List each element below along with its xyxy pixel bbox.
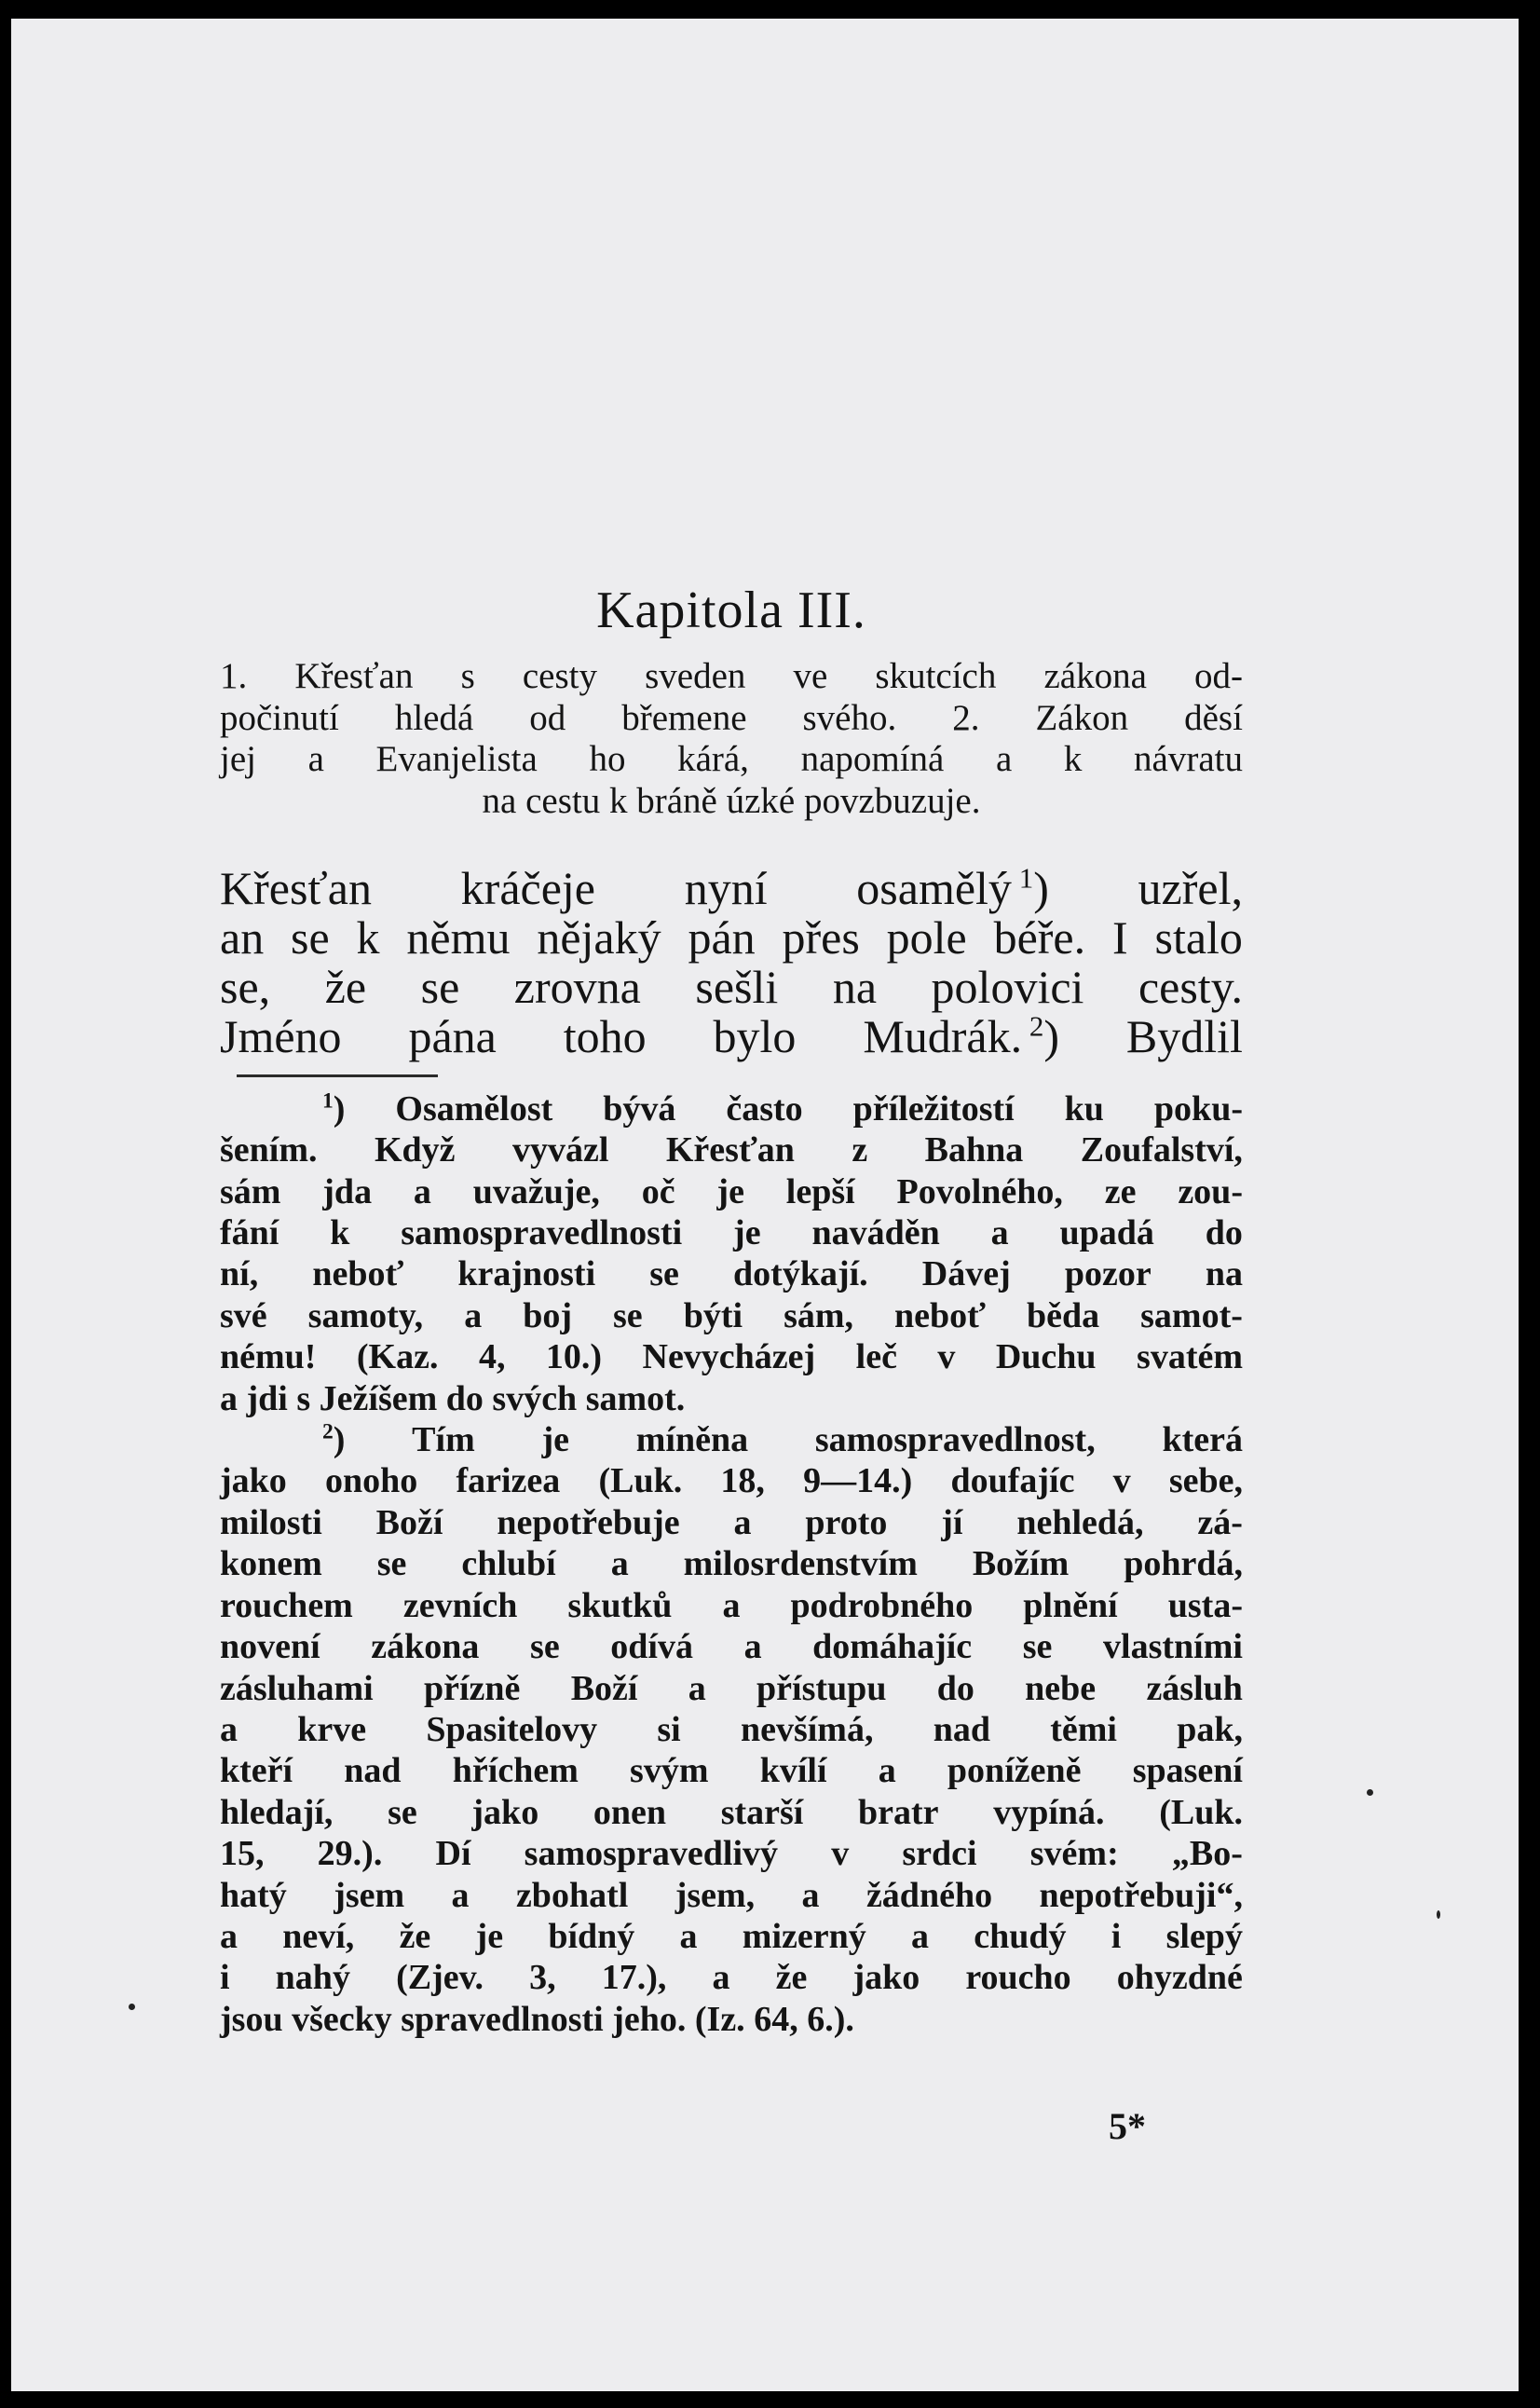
footnote-word: Bahna <box>924 1130 1024 1170</box>
footnote-word: Nevycházej <box>642 1337 816 1377</box>
footnote-word: starší <box>720 1792 804 1832</box>
summary-word: svého. <box>802 697 897 738</box>
footnote-line <box>220 1088 1243 1129</box>
footnote-word: zásluhami <box>220 1668 374 1708</box>
footnote-word: poku- <box>1153 1088 1243 1129</box>
footnote-word: 15, <box>220 1834 265 1874</box>
footnote-word: jí <box>941 1502 963 1542</box>
footnote-word: Spasitelovy <box>426 1709 598 1749</box>
footnote-word: s <box>296 1378 311 1418</box>
footnote-word: (Iz. <box>694 1999 745 2039</box>
footnote-word: 10.) <box>545 1337 603 1377</box>
footnote-word: svým <box>630 1751 709 1791</box>
footnote-word: Křesťan <box>665 1130 795 1170</box>
footnote-line <box>220 1253 1243 1294</box>
footnote-word: leč <box>855 1337 897 1377</box>
footnote-word: konem <box>220 1544 322 1584</box>
summary-word: 1. <box>220 656 248 696</box>
footnote-word: na <box>1205 1254 1243 1294</box>
summary-word: Zákon <box>1035 697 1129 738</box>
book-page <box>11 19 1519 2391</box>
footnote-word: jsem, <box>675 1875 756 1915</box>
footnote-word: a <box>220 1916 238 1956</box>
footnote-word: 6.). <box>807 1999 854 2039</box>
footnote-word: proto <box>805 1502 888 1542</box>
footnote-word: dotýkají. <box>733 1254 868 1294</box>
summary-word: s <box>460 656 475 696</box>
footnote-word: že <box>399 1916 431 1956</box>
body-word: k <box>356 910 380 964</box>
body-word: stalo <box>1154 910 1243 964</box>
footnote-word: bratr <box>858 1792 939 1832</box>
footnote-marker: 2 <box>1022 1009 1044 1043</box>
footnote-word: milosrdenstvím <box>683 1544 918 1584</box>
footnote-word: je <box>541 1420 569 1460</box>
footnote-line <box>220 1419 1243 1460</box>
footnote-word: sám <box>220 1171 281 1211</box>
footnote-word: své <box>220 1295 267 1335</box>
footnote-word: v <box>831 1834 850 1874</box>
summary-word: napomíná <box>800 739 945 780</box>
footnote-word: sebe, <box>1168 1461 1243 1501</box>
body-word: pole <box>886 910 967 964</box>
footnote-word: a <box>220 1709 238 1749</box>
body-word: pána <box>408 1009 497 1062</box>
footnote-word: i <box>220 1958 230 1998</box>
body-word: nějaký <box>537 910 661 964</box>
paper-speck <box>1437 1910 1440 1919</box>
footnote-word: odívá <box>610 1627 693 1667</box>
footnote-word: Osamělost <box>395 1088 553 1129</box>
footnote-word: a <box>220 1378 238 1418</box>
body-word: osamělý $^1$) <box>856 861 1049 914</box>
footnote-word: samospravedlnosti <box>401 1213 683 1253</box>
footnote-word: Duchu <box>995 1337 1097 1377</box>
footnote-word: novení <box>220 1627 320 1667</box>
footnote-word: onoho <box>324 1461 418 1501</box>
footnote-word: žádného <box>865 1875 993 1915</box>
footnote-word: se <box>649 1254 679 1294</box>
footnote-word: a <box>743 1627 762 1667</box>
body-word: němu <box>406 910 511 964</box>
footnote-word: nepotřebuje <box>497 1502 680 1542</box>
footnote-line <box>220 1875 1243 1916</box>
body-word: an <box>220 910 265 964</box>
footnote-word: nevšímá, <box>740 1709 874 1749</box>
body-word: Jméno <box>220 1009 342 1062</box>
footnote-line <box>220 1212 1243 1253</box>
summary-word: jej <box>220 739 256 780</box>
footnote-word: chudý <box>974 1916 1067 1956</box>
footnote-line <box>220 1585 1243 1626</box>
footnote-word: jako <box>852 1958 920 1998</box>
body-word: sešli <box>695 960 779 1013</box>
footnote-word: zá- <box>1197 1502 1243 1542</box>
footnote-word: příležitostí <box>852 1088 1015 1129</box>
body-word: se <box>291 910 330 964</box>
footnote-word: hledají, <box>220 1792 334 1832</box>
summary-line <box>220 656 1243 698</box>
footnote-word: Dávej <box>921 1254 1011 1294</box>
footnote-word: nému! <box>220 1337 317 1377</box>
footnote-line <box>220 1171 1243 1212</box>
summary-word: od <box>529 697 566 738</box>
footnote-line <box>220 1502 1243 1543</box>
body-word: se <box>420 960 460 1013</box>
footnote-word: fání <box>220 1213 279 1253</box>
footnote-word: ní, <box>220 1254 259 1294</box>
body-line <box>220 1009 1243 1062</box>
footnote-word: krajnosti <box>457 1254 596 1294</box>
footnote-word: uvažuje, <box>472 1171 600 1211</box>
body-word: cesty. <box>1138 960 1243 1013</box>
footnote-word: Tím <box>412 1420 475 1460</box>
footnote-word: roucho <box>965 1958 1071 1998</box>
summary-word: ve <box>793 656 828 696</box>
footnote-word: zásluh <box>1146 1668 1243 1708</box>
footnote-word: hříchem <box>452 1751 579 1791</box>
footnote-word: se <box>613 1295 643 1335</box>
summary-word: 2. <box>952 697 980 738</box>
footnote-number: 2 <box>322 1419 334 1444</box>
footnote-word: oč <box>641 1171 675 1211</box>
footnote-line <box>220 1792 1243 1833</box>
footnote-word: Povolného, <box>896 1171 1063 1211</box>
summary-line <box>220 739 1243 781</box>
body-word: béře. <box>993 910 1086 964</box>
footnote-word: a <box>712 1958 730 1998</box>
footnote-word: šením. <box>220 1130 318 1170</box>
footnote-word: zákona <box>371 1627 480 1667</box>
footnote-word: bývá <box>603 1088 676 1129</box>
footnote-word: „Bo- <box>1171 1834 1243 1874</box>
body-text <box>220 861 1243 1062</box>
footnote-word: pak, <box>1177 1709 1243 1749</box>
footnote-line <box>220 1295 1243 1336</box>
footnote-word: jdi <box>246 1378 288 1418</box>
footnote-word: Když <box>374 1130 456 1170</box>
body-word: I <box>1111 910 1128 964</box>
footnote-word: často <box>726 1088 803 1129</box>
paper-speck <box>129 2004 135 2010</box>
summary-word: kárá, <box>677 739 749 780</box>
footnote-word: ze <box>1104 1171 1137 1211</box>
footnote-word: milosti <box>220 1502 322 1542</box>
footnote-word: 29.). <box>317 1834 383 1874</box>
footnote-word: a <box>733 1502 752 1542</box>
summary-word: břemene <box>621 697 747 738</box>
body-word: zrovna <box>513 960 641 1013</box>
footnote-word: nebe <box>1025 1668 1097 1708</box>
footnote-word: Božím <box>972 1544 1070 1584</box>
footnote-line <box>220 1378 1243 1419</box>
footnote-word: svých <box>492 1378 578 1418</box>
footnote-word: všecky <box>292 1999 392 2039</box>
summary-word: Evanjelista <box>375 739 538 780</box>
summary-word: cesty <box>522 656 597 696</box>
footnote-word: neboť <box>312 1254 404 1294</box>
footnote-line <box>220 1833 1243 1874</box>
body-word: nyní <box>684 861 768 914</box>
footnote-word: neví, <box>282 1916 355 1956</box>
footnote-word: je <box>733 1213 761 1253</box>
body-word: na <box>832 960 878 1013</box>
footnote-word: a <box>688 1668 706 1708</box>
body-word: bylo <box>713 1009 797 1062</box>
summary-line <box>220 698 1243 740</box>
footnote-word: nad <box>933 1709 990 1749</box>
body-word: uzřel, <box>1138 861 1243 914</box>
chapter-summary <box>220 656 1243 823</box>
footnote-word: 4, <box>478 1337 506 1377</box>
footnote-line <box>220 1668 1243 1709</box>
footnote-word: se <box>530 1627 560 1667</box>
footnote-word: jda <box>322 1171 373 1211</box>
footnote-word: a <box>610 1544 629 1584</box>
body-word: polovici <box>931 960 1084 1013</box>
footnote-word: se <box>1022 1627 1053 1667</box>
footnote-word: (Kaz. <box>356 1337 439 1377</box>
footnote-word: (Zjev. <box>396 1958 484 1998</box>
footnote-line <box>220 1916 1243 1957</box>
footnote-word: do <box>1205 1213 1243 1253</box>
footnote-word: je <box>475 1916 504 1956</box>
footnote-word: domáhajíc <box>812 1627 973 1667</box>
footnote-marker: 1 <box>1011 861 1034 895</box>
footnote-word: přístupu <box>756 1668 887 1708</box>
footnote-word: z <box>852 1130 868 1170</box>
footnote-word: do <box>445 1378 484 1418</box>
footnote-word: vlastními <box>1103 1627 1243 1667</box>
footnote-word: hatý <box>220 1875 287 1915</box>
footnote-word: nahý <box>275 1958 350 1998</box>
body-word: Křesťan <box>220 861 372 914</box>
summary-word: skutcích <box>875 656 997 696</box>
text-block <box>220 578 1243 2040</box>
footnote-word: pohrdá, <box>1124 1544 1243 1584</box>
footnote-word: a <box>413 1171 431 1211</box>
footnote-number: 1 <box>322 1088 334 1114</box>
footnote-word: doufajíc <box>950 1461 1075 1501</box>
footnote-word: poníženě <box>947 1751 1082 1791</box>
footnote-word: krve <box>297 1709 367 1749</box>
footnote-word: skutků <box>567 1585 673 1625</box>
footnote-word: jako <box>220 1461 287 1501</box>
footnote-word: plnění <box>1023 1585 1118 1625</box>
summary-word: a <box>307 739 324 780</box>
footnote-word: a <box>464 1295 483 1335</box>
footnote-line <box>220 1336 1243 1377</box>
footnote-word: jsou <box>220 1999 283 2039</box>
footnote-word: a <box>679 1916 698 1956</box>
footnote-word: slepý <box>1165 1916 1243 1956</box>
footnote-word: samoty, <box>307 1295 424 1335</box>
footnote-word: neboť <box>894 1295 986 1335</box>
summary-word: zákona <box>1043 656 1147 696</box>
footnote-word: vyvázl <box>511 1130 609 1170</box>
footnote-word: Zoufalství, <box>1080 1130 1243 1170</box>
footnote-word: jsem <box>334 1875 405 1915</box>
footnote-word: míněna <box>635 1420 749 1460</box>
footnote-word: zbohatl <box>515 1875 629 1915</box>
body-word: Mudrák. $^2$) <box>863 1009 1060 1062</box>
footnote-word: jako <box>471 1792 539 1832</box>
footnote-word: rouchem <box>220 1585 353 1625</box>
footnote-word: mizerný <box>742 1916 866 1956</box>
summary-word: od- <box>1193 656 1243 696</box>
footnote-word: (Luk. <box>1159 1792 1243 1832</box>
footnote-word: a <box>878 1751 896 1791</box>
footnote-word: $^2$) <box>322 1419 346 1460</box>
footnote-line <box>220 1709 1243 1750</box>
footnote-line <box>220 1460 1243 1501</box>
footnote-word: zou- <box>1178 1171 1243 1211</box>
footnote-word: samot- <box>1140 1295 1243 1335</box>
footnote-line <box>220 1543 1243 1584</box>
footnote-word: k <box>330 1213 350 1253</box>
footnote-word: samospravedlnost, <box>814 1420 1096 1460</box>
footnote-word: se <box>376 1544 407 1584</box>
body-word: Bydlil <box>1125 1009 1243 1062</box>
footnote-word: 64, <box>754 1999 798 2039</box>
body-word: kráčeje <box>460 861 595 914</box>
footnote-word: sám, <box>784 1295 854 1335</box>
footnote-word: kteří <box>220 1751 293 1791</box>
footnote-word: a <box>451 1875 470 1915</box>
footnote-word: a <box>990 1213 1009 1253</box>
footnote-word: 18, <box>720 1461 765 1501</box>
footnote-word: ku <box>1064 1088 1104 1129</box>
footnote-word: 3, <box>529 1958 556 1998</box>
footnote-word: Ježíšem <box>319 1378 438 1418</box>
footnote-word: jeho. <box>612 1999 687 2039</box>
footnote-word: si <box>657 1709 681 1749</box>
footnote-word: pozor <box>1064 1254 1152 1294</box>
footnote-word: a <box>722 1585 741 1625</box>
footnote-word: usta- <box>1167 1585 1243 1625</box>
footnote-word: farizea <box>456 1461 561 1501</box>
footnote-word: a <box>801 1875 820 1915</box>
footnote-word: a <box>911 1916 929 1956</box>
body-word: pán <box>688 910 756 964</box>
footnote-word: se <box>388 1792 417 1832</box>
footnote-word: svatém <box>1137 1337 1243 1377</box>
body-line <box>220 960 1243 1013</box>
footnote-word: spravedlnosti <box>401 1999 604 2039</box>
footnote-word: která <box>1162 1420 1243 1460</box>
summary-word: k <box>1063 739 1083 780</box>
footnote-word: i <box>1111 1916 1122 1956</box>
footnote-word: srdci <box>902 1834 977 1874</box>
body-word: že <box>324 960 367 1013</box>
footnote-word: upadá <box>1059 1213 1154 1253</box>
summary-word: návratu <box>1134 739 1243 780</box>
footnote-word: nehledá, <box>1016 1502 1144 1542</box>
paper-speck <box>1367 1789 1373 1796</box>
footnote-word: běda <box>1026 1295 1100 1335</box>
footnote-word: $^1$) <box>322 1088 346 1129</box>
body-word: přes <box>782 910 860 964</box>
footnote-word: zevních <box>402 1585 518 1625</box>
footnote-word: spasení <box>1132 1751 1243 1791</box>
footnote-word: naváděn <box>811 1213 940 1253</box>
summary-word: děsí <box>1184 697 1243 738</box>
footnote-word: ohyzdné <box>1116 1958 1243 1998</box>
footnote-word: v <box>1112 1461 1131 1501</box>
summary-word: počinutí <box>220 697 339 738</box>
footnote-word: kvílí <box>759 1751 827 1791</box>
footnote-word: (Luk. <box>598 1461 683 1501</box>
footnote-word: těmi <box>1050 1709 1117 1749</box>
footnote-word: býti <box>683 1295 743 1335</box>
chapter-title: Kapitola III. <box>596 581 866 639</box>
footnote-line <box>220 1750 1243 1791</box>
footnote-word: 17.), <box>601 1958 667 1998</box>
footnote-word: bídný <box>548 1916 635 1956</box>
footnote-word: podrobného <box>790 1585 974 1625</box>
footnote-word: 9—14.) <box>803 1461 913 1501</box>
footnote-word: nad <box>344 1751 402 1791</box>
summary-word: ho <box>589 739 626 780</box>
footnote-word: přízně <box>423 1668 521 1708</box>
body-line <box>220 861 1243 914</box>
body-line <box>220 910 1243 964</box>
footnote-line <box>220 1957 1243 1998</box>
footnote-line <box>220 1129 1243 1170</box>
footnote-word: samospravedlivý <box>524 1834 779 1874</box>
footnotes <box>220 1088 1243 2040</box>
footnote-word: v <box>937 1337 956 1377</box>
footnote-word: Dí <box>435 1834 471 1874</box>
footnote-line <box>220 1999 1243 2040</box>
footnote-word: do <box>936 1668 974 1708</box>
footnote-word: onen <box>593 1792 667 1832</box>
footnote-word: je <box>716 1171 744 1211</box>
footnote-word: že <box>775 1958 808 1998</box>
body-word: se, <box>220 960 271 1013</box>
footnote-rule <box>237 1074 438 1077</box>
footnote-word: boj <box>523 1295 572 1335</box>
footnote-word: Boží <box>570 1668 638 1708</box>
footnote-word: samot. <box>585 1378 686 1418</box>
summary-line: na cestu k bráně úzké povzbuzuje. <box>482 781 981 822</box>
footnote-word: Boží <box>375 1502 443 1542</box>
footnote-line <box>220 1626 1243 1667</box>
summary-word: hledá <box>394 697 474 738</box>
footnote-word: nepotřebuji“, <box>1039 1875 1243 1915</box>
summary-word: a <box>995 739 1013 780</box>
footnote-word: vypíná. <box>993 1792 1105 1832</box>
footnote-word: chlubí <box>461 1544 556 1584</box>
footnote-word: svém: <box>1029 1834 1119 1874</box>
body-word: toho <box>563 1009 647 1062</box>
footnote-word: lepší <box>785 1171 855 1211</box>
page-number: 5* <box>1109 2105 1146 2147</box>
summary-word: Křesťan <box>294 656 414 696</box>
summary-word: sveden <box>645 656 746 696</box>
